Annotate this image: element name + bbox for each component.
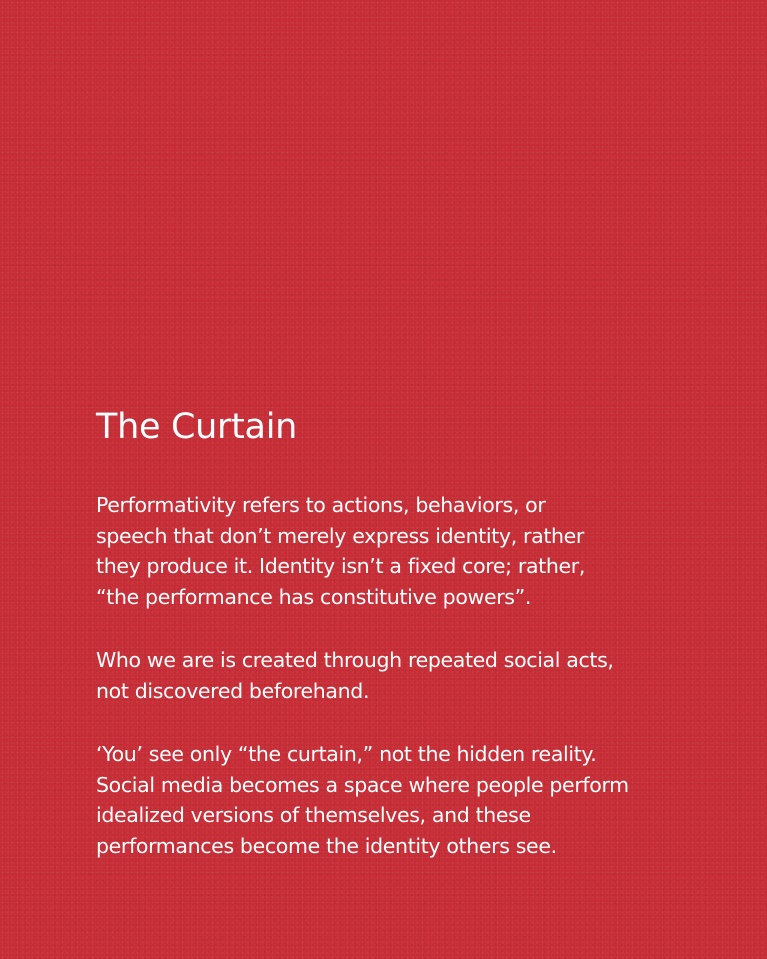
slide-title: The Curtain bbox=[96, 407, 298, 447]
text-block bbox=[96, 403, 716, 861]
paragraph-performativity: Performativity refers to actions, behaviors, or speech that don’t merely express identity, rather they produce it. Identity isn’t a fixed core; rather, “the performance has constitutive powers”. bbox=[96, 493, 586, 609]
paragraph-curtain: ‘You’ see only “the curtain,” not the hidden reality. Social media becomes a space where people perform idealized versions of themselves, and these performances become the identity others see. bbox=[96, 742, 629, 858]
paragraph-social-acts: Who we are is created through repeated social acts, not discovered beforehand. bbox=[96, 648, 614, 703]
